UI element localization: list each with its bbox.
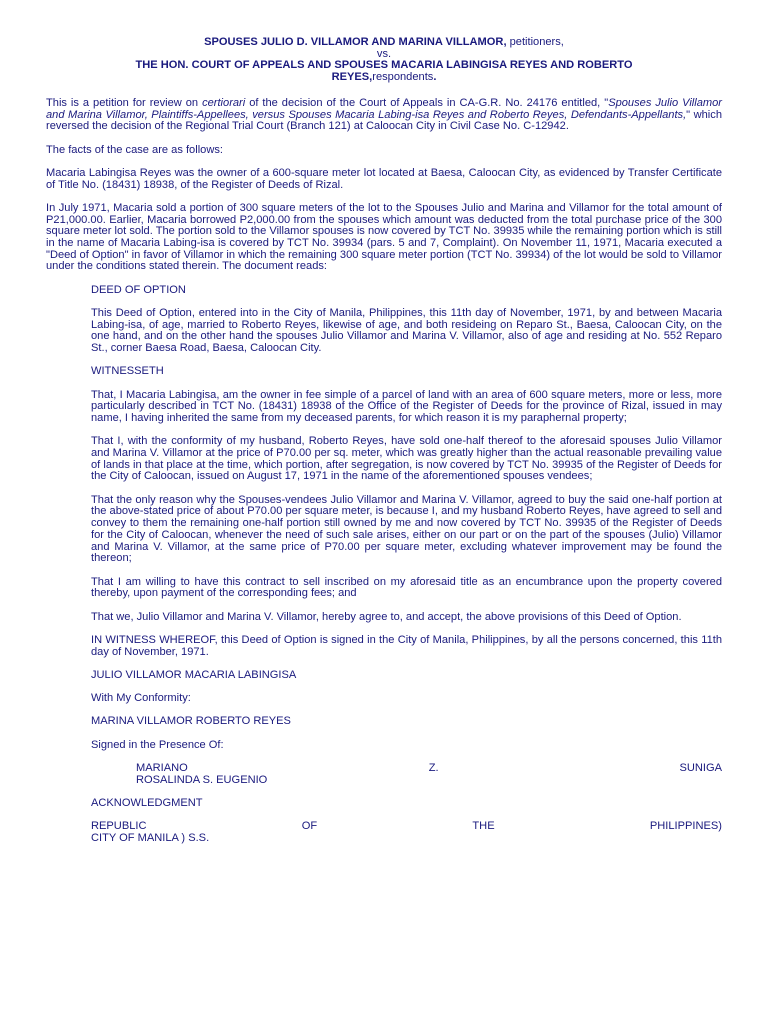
intro-text-5: " which reversed the decision of the Regional Trial Court (Branch 121) at Caloocan City in Civil Case No. C-12942. (46, 108, 722, 133)
intro-text-3: of the decision of the Court of Appeals in CA-G.R. No. 24176 entitled, " (245, 96, 609, 109)
respondents-label: respondents (372, 71, 434, 84)
fact-paragraph-2: In July 1971, Macaria sold a portion of 300 square meters of the lot to the Spouses Julio and Marina and Villamor for the total amount of P21,000.00. Earlier, Macaria borrowed P2,000.00 from the spouses which amount was deducted from the total purchase price of the 300 square meter lot sold. The portion sold to the Villamor spouses is now covered by TCT No. 39935 while the remaining portion which is still in the name of Macaria Labing-isa is covered by TCT No. 39934 (pars. 5 and 7, Complaint). On November 11, 1971, Macaria executed a "Deed of Option" in favor of Villamor in which the remaining 300 square meter portion (TCT No. 39934) of the lot would be sold to Villamor under the conditions stated therein. The document reads: (46, 201, 722, 273)
deed-in-witness: IN WITNESS WHEREOF, this Deed of Option is signed in the City of Manila, Philippines, by all the persons concerned, this 11th day of November, 1971. (91, 633, 722, 658)
deed-clause-2: That I, with the conformity of my husband, Roberto Reyes, have sold one-half thereof to the aforesaid spouses Julio Villamor and Marina V. Villamor at the price of P70.00 per sq. meter, which was greatly higher than the actual reasonable prevailing value of lands in that place at the time, which portion, after segregation, is now covered by TCT No. 39935 of the Register of Deeds for the City of Caloocan, issued on August 17, 1971 in the name of the aforementioned spouses vendees; (91, 435, 722, 483)
deed-witnesseth: WITNESSETH (91, 365, 164, 378)
deed-of-option-block (91, 285, 722, 845)
deed-opening: This Deed of Option, entered into in the City of Manila, Philippines, this 11th day of November, 1971, by and between Macaria Labing-isa, of age, married to Roberto Reyes, likewise of age, and both resideing on Reparo St., Baesa, Caloocan City, on the one hand, and on the other hand the spouses Julio Villamor and Marina V. Villamor, also of age and residing at No. 552 Reparo St., corner Baesa Road, Baesa, Caloocan City. (91, 306, 722, 355)
republic-word-3: THE (472, 820, 495, 833)
conformity-label: With My Conformity: (91, 692, 191, 705)
respondents-names-line2: REYES, (331, 71, 373, 84)
intro-paragraph (46, 98, 722, 133)
city-line: CITY OF MANILA ) S.S. (91, 832, 210, 845)
deed-clause-1: That, I Macaria Labingisa, am the owner in fee simple of a parcel of land with an area of 600 square meters, more or less, more particularly described in TCT No. (18431) 18938 of the Office of the Register of Deeds for the province of Rizal, issued in may name, I having inherited the same from my deceased parents, for which reason it is my paraphernal property; (91, 388, 722, 425)
intro-italic-case-title: Spouses Julio Villamor and Marina Villamor, Plaintiffs-Appellees, versus Spouses Macaria Labing-isa Reyes and Roberto Reyes, Defendants-Appellants, (46, 96, 722, 121)
signatories-line-2: MARINA VILLAMOR ROBERTO REYES (91, 715, 291, 728)
deed-clause-5: That we, Julio Villamor and Marina V. Villamor, hereby agree to, and accept, the above provisions of this Deed of Option. (91, 610, 682, 623)
deed-clause-4: That I am willing to have this contract to sell inscribed on my aforesaid title as an encumbrance upon the property covered thereby, upon payment of the corresponding fees; and (91, 575, 722, 600)
republic-word-2: OF (301, 820, 318, 833)
respondents-names-line1: THE HON. COURT OF APPEALS AND SPOUSES MACARIA LABINGISA REYES AND ROBERTO (135, 59, 633, 72)
republic-word-4: PHILIPPINES) (649, 820, 722, 833)
republic-word-1: REPUBLIC (91, 820, 147, 833)
document-page (46, 37, 722, 845)
intro-text-1: This is a petition for review on (46, 96, 203, 109)
signatories-line-1: JULIO VILLAMOR MACARIA LABINGISA (91, 668, 297, 681)
caption-petitioners-line (46, 37, 722, 49)
fact-paragraph-1: Macaria Labingisa Reyes was the owner of a 600-square meter lot located at Baesa, Caloocan City, as evidenced by Transfer Certificate of Title No. (18431) 18938, of the Register of Deeds of Rizal. (46, 166, 722, 191)
witness-word-1: MARIANO (136, 762, 188, 775)
witness-line-2: ROSALINDA S. EUGENIO (136, 773, 268, 786)
petitioners-names: SPOUSES JULIO D. VILLAMOR AND MARINA VILLAMOR, (204, 36, 507, 48)
deed-title: DEED OF OPTION (91, 283, 186, 296)
intro-italic-certiorari: certiorari (202, 96, 246, 109)
case-caption (46, 37, 722, 84)
caption-respondents-line2 (46, 72, 722, 84)
presence-label: Signed in the Presence Of: (91, 738, 224, 751)
caption-vs: vs. (376, 47, 392, 60)
acknowledgment-heading: ACKNOWLEDGMENT (91, 797, 203, 810)
deed-clause-3: That the only reason why the Spouses-vendees Julio Villamor and Marina V. Villamor, agreed to buy the said one-half portion at the above-stated price of about P70.00 per square meter, is because I, and my husband Roberto Reyes, have agreed to sell and convey to them the remaining one-half portion still owned by me and now covered by TCT No. 39935 of the Register of Deeds for the City of Caloocan, whenever the need of such sale arises, either on our part or on the part of the spouses (Julio) Villamor and Marina V. Villamor, at the same price of P70.00 per square meter, excluding whatever improvement may be found the thereon; (91, 493, 722, 565)
witness-word-2: Z. (428, 762, 439, 775)
venue-block (91, 821, 722, 844)
witness-line-1 (136, 763, 722, 775)
witness-names (136, 763, 722, 786)
witness-word-3: SUNIGA (679, 762, 722, 775)
respondents-end: . (433, 71, 437, 84)
facts-intro: The facts of the case are as follows: (46, 143, 223, 156)
petitioners-label: petitioners, (506, 36, 564, 48)
